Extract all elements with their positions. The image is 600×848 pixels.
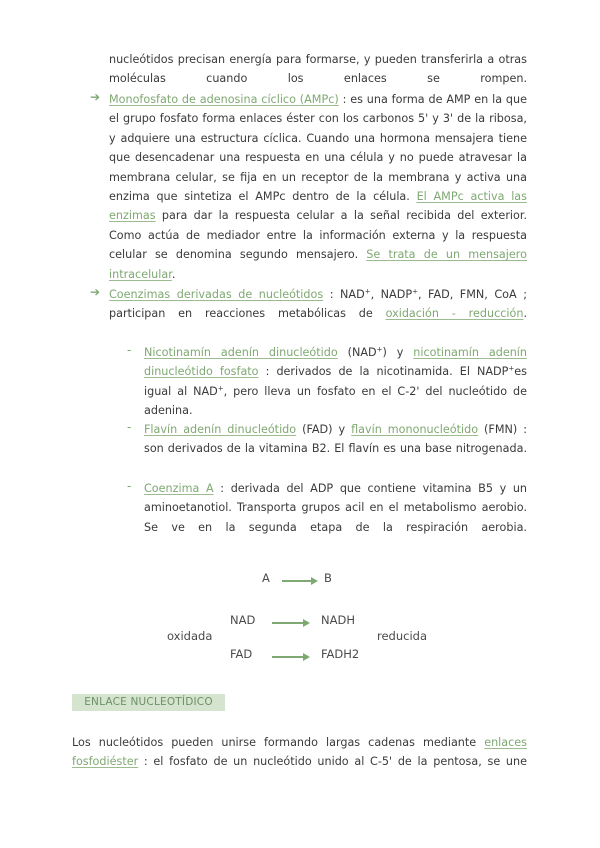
section-paragraph [72,733,527,791]
diagram-fad: FAD [230,647,253,661]
item-nad-text-4: es igual al NAD [144,365,527,398]
coenzimas-text-2: , NADP [370,288,413,301]
item-fad-text-1: (FAD) y [296,423,352,436]
ampc-text-2: para dar la respuesta celular a la señal recibida del exterior. Como actúa de mediador entre la información externa y la respuesta celular se denomina segundo mensajero. [109,209,527,262]
diagram-oxidada: oxidada [167,629,213,643]
diagram-nadh: NADH [321,613,355,627]
ampc-term: Monofosfato de adenosina cíclico (AMPc) [109,93,339,106]
coenzimas-paragraph [109,285,527,343]
item-nad-term-1: Nicotinamín adenín dinucleótido [144,346,338,359]
dash-bullet: - [127,479,132,493]
item-nad-text-2: ) y [382,346,414,359]
intro-text: nucleótidos precisan energía para formarse, y pueden transferirla a otras moléculas cuando los enlaces se rompen. [109,53,527,86]
coenzimas-term: Coenzimas derivadas de nucleótidos [109,288,324,301]
item-coa [144,479,527,557]
ampc-end: . [171,267,176,281]
diagram-reducida: reducida [377,629,428,643]
ampc-text-1: : es una forma de AMP en la que el grupo fosfato forma enlaces éster con los carbonos 5' y 3' de la ribosa, y adquiere una estructura cíclica. Cuando una hormona mensajera tiene que desencadenar una respuesta en una célula y no puede atravesar la membrana celular, se fija en un receptor de la membrana y activa una enzima que sintetiza el AMPc dentro de la célula. [109,93,527,204]
diagram-a: A [262,571,270,585]
coenzimas-text-3: , FAD, FMN, CoA ; participan en reacciones metabólicas de [109,288,527,321]
item-nad-text-3: : derivados de la nicotinamida. El NADP [258,365,509,379]
item-fad-term-2: flavín mononucleótido [351,423,479,436]
coenzimas-end: . [523,307,527,321]
item-nad-text-1: (NAD [337,346,377,359]
arrow-right-icon [272,656,308,658]
superscript: + [508,364,515,373]
item-fad-text-2: (FMN) : son derivados de la vitamina B2. El flavín es una base nitrogenada. [144,423,527,456]
diagram-b: B [324,571,332,585]
section-text-2: : el fosfato de un nucleótido unido al C-5' de la pentosa, se une [138,755,527,769]
bullet-arrow-icon: ➔ [90,285,101,299]
item-nad-term-2: nicotinamín adenín dinucleótido fosfato [144,346,527,379]
ampc-paragraph [109,90,527,303]
dash-bullet: - [127,420,132,434]
diagram-fadh2: FADH2 [321,647,360,661]
superscript: + [376,345,383,354]
section-heading: ENLACE NUCLEOTÍDICO [72,694,225,711]
ampc-highlight-2: Se trata de un mensajero intracelular [109,248,527,281]
arrow-right-icon [272,622,308,624]
coenzimas-text-1: : NAD [323,288,365,301]
ampc-highlight: El AMPc activa las enzimas [109,190,527,223]
superscript: + [217,384,224,393]
diagram-nad: NAD [230,613,256,627]
item-coa-text: : derivada del ADP que contiene vitamina B5 y un aminoetanotiol. Transporta grupos acil en el metabolismo aerobio. Se ve en la segunda etapa de la respiración aerobia. [144,482,528,534]
dash-bullet: - [127,343,132,357]
superscript: + [412,287,418,296]
item-coa-term: Coenzima A [144,482,214,495]
arrow-right-icon [282,580,316,582]
item-fad [144,420,527,478]
item-nad-text-5: , pero lleva un fosfato en el C-2' del nucleótido de adenina. [144,384,528,418]
bullet-arrow-icon: ➔ [90,90,101,104]
oxidacion-reduccion-link: oxidación - reducción [385,307,524,321]
enlaces-fosfodiester-link: enlaces fosfodiéster [72,736,527,769]
item-fad-term-1: Flavín adenín dinucleótido [144,423,297,436]
superscript: + [364,287,371,296]
section-text-1: Los nucleótidos pueden unirse formando largas cadenas mediante [72,736,485,749]
